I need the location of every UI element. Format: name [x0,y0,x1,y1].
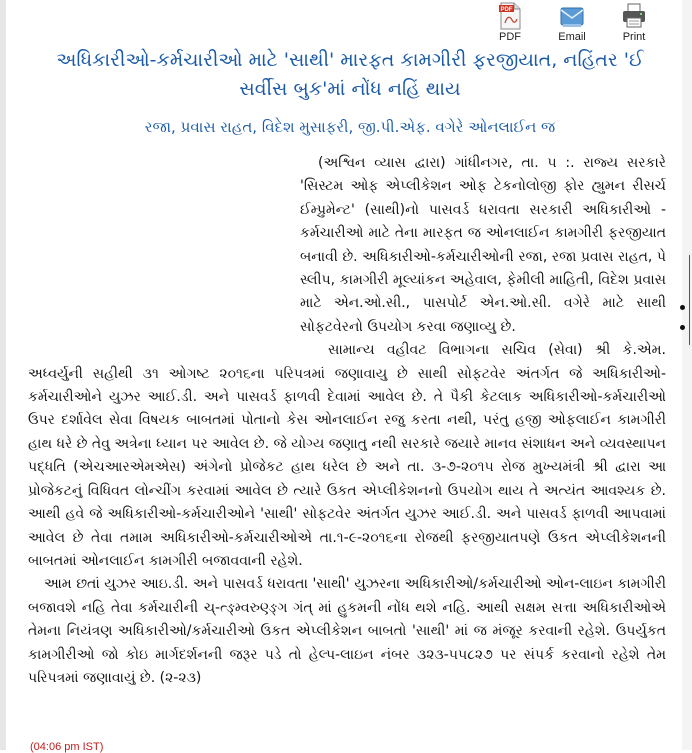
article-paragraph: આમ છતાં યુઝર આઇ.ડી. અને પાસવર્ડ ધરાવતા 'સાથી' યુઝરના અધિકારીઓ/કર્મચારીઓ ઓન-લાઇન કામગીરી બજાવશે નહિ તેવા કર્મચારીની ચ્-ત્ઙ્મ્વરુણ્ઙ્ગ ગંત્ માં હુકમની નોંધ થશે નહિ. આથી સક્ષમ સત્તા અધિકારીઓએ તેમના નિયંત્રણ અધિકારીઓ/કર્મચારીઓ ઉકત એપ્લીકેશન બાબતો 'સાથી' માં જ મંજૂર કરવાની રહેશે. ઉપર્યુકત કામગીરીઓ જો કોઇ માર્ગદર્શનની જરૂર પડે તો હેલ્પ-લાઇન નંબર ૩૨૩-૫૫૮૨૭ પર સંપર્ક કરવાનો રહેશે તેમ પરિપત્રમાં જણાવાયું છે. (૨-૨૩) [28,576,666,686]
article-subtitle: રજા, પ્રવાસ રાહત, વિદેશ મુસાફરી, જી.પી.એફ. વગેરે ઓનલાઈન જ [144,118,556,136]
printer-icon [621,2,647,30]
share-toolbar [488,2,656,43]
bullet-dot [680,325,685,330]
article-title: અધિકારીઓ-કર્મચારીઓ માટે 'સાથી' મારફત કામગીરી ફરજીયાત, નહિંતર 'ઈ સર્વીસ બુક'માં નોંધ નહિં થાય [56,49,644,100]
article-body [28,152,666,690]
pdf-label: PDF [499,31,521,43]
email-button[interactable] [550,2,594,43]
email-icon [559,2,585,30]
pdf-badge-text: PDF [500,7,513,13]
print-label: Print [622,31,646,43]
article-paragraph: (અશ્વિન વ્યાસ દ્વારા) ગાંધીનગર, તા. ૫ :. રાજ્ય સરકારે 'સિસ્ટમ ઓફ એપ્લીકેશન ઓફ ટેકનોલોજી ફોર હ્યુમન રીસર્ચ ઈમ્પ્રુમેન્ટ' (સાથી)નો પાસવર્ડ ધરાવતા સરકારી અધિકારીઓ - કર્મચારીઓ માટે તેના મારફત જ ઓનલાઈન કામગીરી ફરજીયાત બનાવી છે. અધિકારીઓ-કર્મચારીઓની રજા, રજા પ્રવાસ રાહત, પે સ્લીપ, કામગીરી મૂલ્યાંકન અહેવાલ, ફેમીલી માહિતી, વિદેશ પ્રવાસ માટે એન.ઓ.સી., પાસપોર્ટ એન.ઓ.સી. વગેરે માટે સાથી સોફટવેરનો ઉપયોગ કરવા જણાવ્યુ છે. [300,155,666,335]
email-label: Email [558,31,586,43]
scrollbar-thumb[interactable] [689,255,690,345]
article-paragraph: સામાન્ય વહીવટ વિભાગના સચિવ (સેવા) શ્રી કે.એમ. અધ્વર્યુની સહીથી ૩૧ ઓગષ્ટ ૨૦૧૬ના પરિપત્રમાં જણાવાયુ છે સાથી સોફટવેર અંતર્ગત જે અધિકારીઓ-કર્મચારીઓને યુઝર આઈ.ડી. અને પાસવર્ડ ફાળવી દેવામાં આવેલ છે. તે પૈકી કેટલાક અધિકારીઓ-કર્મચારીઓ ઉપર દર્શાવેલ સેવા વિષયક બાબતમાં પોતાનો કેસ ઓનલાઈન રજુ કરતા નથી, પરંતુ હજી ઓફલાઈન કામગીરી હાથ ધરે છે તેવુ અત્રેના ધ્યાન પર આવેલ છે. જે યોગ્ય જણાતુ નથી સરકારે જયારે માનવ સંશાધન અને વ્યવસ્થાપન પદ્ધતિ (એચઆરએમએસ) અંગેનો પ્રોજેકટ હાથ ધરેલ છે અને તા. ૩-૭-૨૦૧૫ રોજ મુખ્યમંત્રી શ્રી દ્વારા આ પ્રોજેકટનું વિધિવત લોન્ચીંગ કરવામાં આવેલ છે ત્યારે ઉકત એપ્લીકેશનનો ઉપયોગ થાય તે અત્યંત આવશ્યક છે. આથી હવે જે અધિકારીઓ-કર્મચારીઓને 'સાથી' સોફટવેર અંતર્ગત યુઝર આઈ.ડી. અને પાસવર્ડ ફાળવી આપવામાં આવેલ છે તેવા તમામ અધિકારીઓ-કર્મચારીઓએ તા.૧-૯-૨૦૧૬ના રોજથી ફરજીયાતપણે ઉકત એપ્લીકેશનની બાબતમાં ઓનલાઈન કામગીરી બજાવવાની રહેશે. [28,342,666,569]
pdf-button[interactable] [488,2,532,43]
print-button[interactable] [612,2,656,43]
image-placeholder [28,152,300,362]
scrollbar-track[interactable] [682,0,692,750]
timestamp: (04:06 pm IST) [30,741,104,753]
bullet-dot [680,305,685,310]
left-border [0,0,6,750]
pdf-icon [497,2,523,30]
